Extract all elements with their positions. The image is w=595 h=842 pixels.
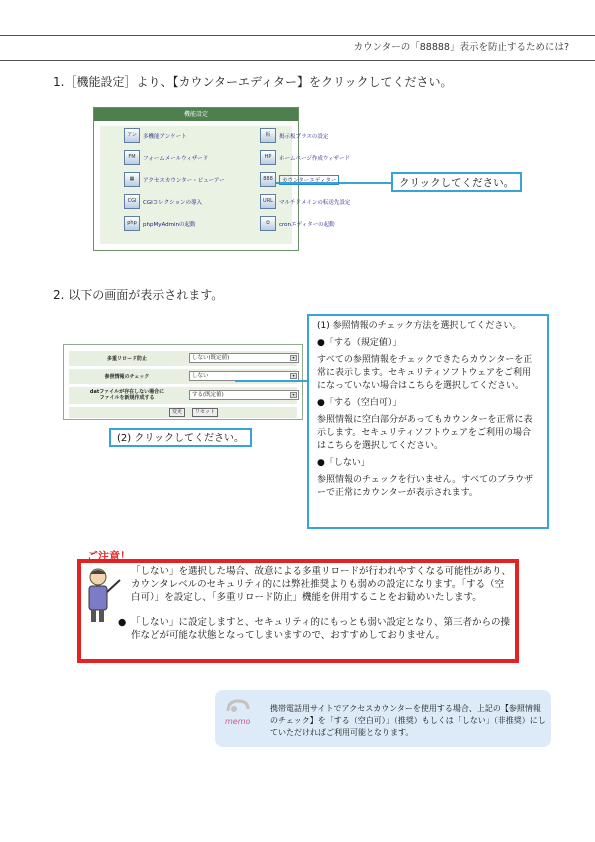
form-footer — [69, 407, 297, 418]
bigbox-connector — [235, 380, 307, 382]
caution-bullet: ● — [118, 617, 127, 628]
function-item-label: カウンターエディター — [279, 175, 339, 185]
option-default-title: ●「する（規定値）」 — [317, 338, 402, 348]
option-default-body: すべての参照情報をチェックできたらカウンターを正常に表示します。セキュリティソフトウェアをご利用になっていない場合はこちらを選択してください。 — [317, 355, 533, 391]
function-icon: FM — [124, 150, 140, 165]
function-item-label: フォームメールウィザード — [143, 155, 209, 162]
function-item-left-0[interactable] — [124, 128, 187, 143]
panel-heading: 機能設定 — [94, 108, 298, 121]
memo-text: 携帯電話用サイトでアクセスカウンターを使用する場合、上記の【参照情報のチェック】を「する（空白可）」（推奨）もしくは「しない」（非推奨）にしていただければご利用可能となります。 — [270, 704, 546, 737]
function-item-label: CGIコレクションの導入 — [143, 199, 203, 206]
function-icon: 板 — [260, 128, 276, 143]
step-2-text: 2. 以下の画面が表示されます。 — [53, 288, 224, 302]
datfile-select[interactable]: する(既定値) ▾ — [189, 390, 299, 400]
function-icon: CGI — [124, 194, 140, 209]
function-icon: URL — [260, 194, 276, 209]
function-item-label: ホームページ作成ウィザード — [279, 155, 351, 162]
function-icon: 888 — [260, 172, 276, 187]
function-icon: ▦ — [124, 172, 140, 187]
click-callout: クリックしてください。 — [391, 172, 522, 192]
function-item-right-2[interactable] — [260, 172, 339, 187]
referer-label: 参照情報のチェック — [104, 374, 150, 380]
function-item-label: cronエディターの起動 — [279, 221, 335, 228]
function-item-right-3[interactable] — [260, 194, 350, 209]
form-row-reload — [69, 351, 297, 366]
change-button[interactable]: 変更 — [169, 408, 185, 417]
function-item-left-1[interactable] — [124, 150, 208, 165]
function-icon: php — [124, 216, 140, 231]
option-none-title: ●「しない」 — [317, 458, 370, 468]
option-blank-body: 参照情報に空白部分があってもカウンターを正常に表示します。セキュリティソフトウェアをご利用の場合はこちらを選択してください。 — [317, 415, 533, 451]
reset-button[interactable]: リセット — [192, 408, 218, 417]
page-title: カウンターの「88888」表示を防止するためには? — [353, 42, 569, 53]
function-item-left-3[interactable] — [124, 194, 202, 209]
function-item-label: マルチドメインの転送先設定 — [279, 199, 351, 206]
function-item-label: アクセスカウンター・ビューアー — [143, 177, 225, 184]
function-item-left-4[interactable] — [124, 216, 196, 231]
step-1-text: 1.［機能設定］より、【カウンターエディター】をクリックしてください。 — [53, 75, 453, 89]
caution-paragraph-1: 「しない」を選択した場合、故意による多重リロードが行われやすくなる可能性があり、カウンタレベルのセキュリティ的には弊社推奨よりも弱めの設定になります。「する（空白可）」を設定し、「多重リロード防止」機能を併用することをお勧めいたします。 — [131, 566, 512, 603]
function-icon: ⏲ — [260, 216, 276, 231]
chevron-down-icon: ▾ — [290, 392, 297, 398]
counter-settings-form — [63, 344, 303, 420]
form-row-datfile — [69, 387, 297, 404]
option-blank-title: ●「する（空白可）」 — [317, 398, 402, 408]
bigbox-heading: (1) 参照情報のチェック方法を選択してください。 — [317, 321, 522, 331]
chevron-down-icon: ▾ — [290, 355, 297, 361]
function-item-right-0[interactable] — [260, 128, 328, 143]
referer-select[interactable]: しない ▾ — [189, 371, 299, 381]
presenter-icon — [84, 566, 124, 624]
chevron-down-icon: ▾ — [290, 373, 297, 379]
option-none-body: 参照情報のチェックを行いません。すべてのブラウザーで正常にカウンターが表示されます。 — [317, 475, 534, 498]
reload-select[interactable]: しない(既定値) ▾ — [189, 353, 299, 363]
memo-icon — [222, 697, 260, 733]
function-item-right-4[interactable] — [260, 216, 335, 231]
function-item-label: 掲示板プラスの設定 — [279, 133, 329, 140]
function-item-right-1[interactable] — [260, 150, 350, 165]
reload-label: 多重リロード防止 — [106, 356, 147, 362]
referer-explanation-box — [307, 314, 549, 529]
function-item-label: 多機能アンケート — [143, 133, 187, 140]
memo-label: memo — [225, 717, 251, 726]
form-callout: (2) クリックしてください。 — [109, 428, 252, 447]
caution-title: ご注意！ — [87, 550, 131, 563]
function-item-left-2[interactable] — [124, 172, 225, 187]
function-item-label: phpMyAdminの起動 — [143, 221, 196, 228]
caution-paragraph-2: 「しない」に設定しますと、セキュリティ的にもっとも弱い設定となり、第三者からの操作などが可能な状態となってしまいますので、おすすめしておりません。 — [131, 617, 511, 641]
datfile-label: datファイルが存在しない場合に ファイルを新規作成する — [89, 389, 165, 401]
function-icon: アン — [124, 128, 140, 143]
function-icon: HP — [260, 150, 276, 165]
